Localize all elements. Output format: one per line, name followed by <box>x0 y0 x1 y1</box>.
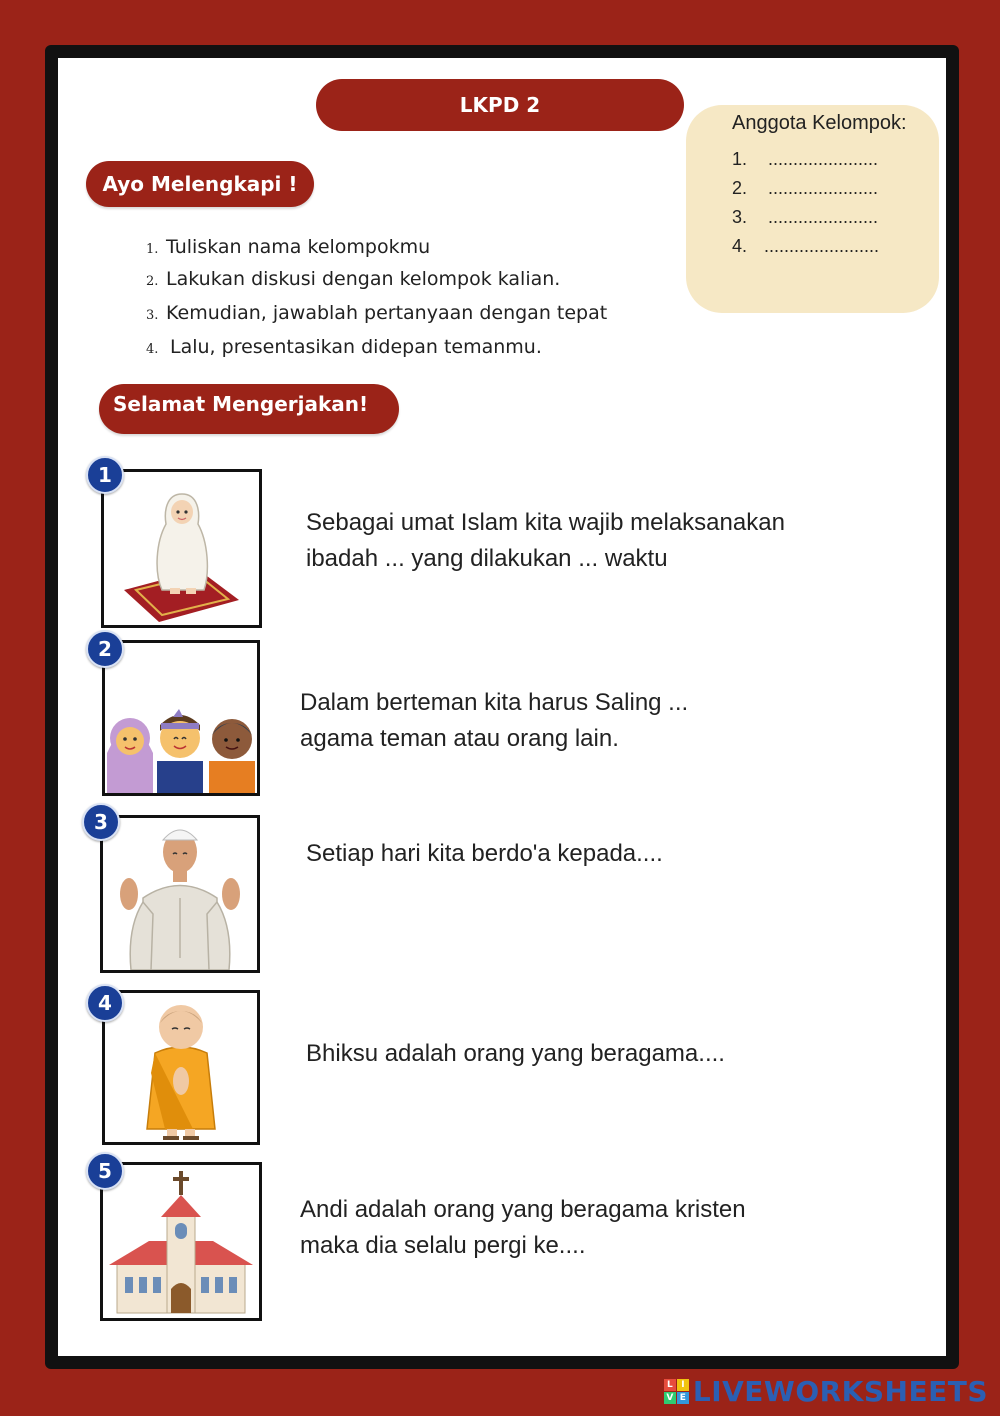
instruction-step: 3. Kemudian, jawablah pertanyaan dengan tepat <box>146 302 608 324</box>
members-heading: Anggota Kelompok: <box>732 112 907 134</box>
church-icon <box>103 1165 259 1318</box>
question-image-church <box>100 1162 262 1321</box>
praying-girl-icon <box>104 472 259 625</box>
question-image-friends <box>102 640 260 796</box>
question-image-prayer <box>101 469 262 628</box>
member-row[interactable]: 2. ...................... <box>732 178 879 198</box>
brand-name: LIVEWORKSHEETS <box>692 1374 988 1408</box>
page-title: LKPD 2 <box>316 79 684 131</box>
question-image-praying-man <box>100 815 260 973</box>
member-row[interactable]: 3. ...................... <box>732 207 879 227</box>
instruction-step: 4. Lalu, presentasikan didepan temanmu. <box>146 336 542 358</box>
group-members-box <box>686 105 939 313</box>
member-row[interactable]: 1. ...................... <box>732 149 879 169</box>
question-text[interactable]: Setiap hari kita berdo'a kepada.... <box>306 840 663 867</box>
question-text[interactable]: Sebagai umat Islam kita wajib melaksanakan ibadah ... yang dilakukan ... waktu <box>306 509 785 572</box>
question-text[interactable]: Andi adalah orang yang beragama kristen maka dia selalu pergi ke.... <box>300 1196 746 1259</box>
instructions-heading: Ayo Melengkapi ! <box>86 161 314 207</box>
question-number-badge: 2 <box>86 630 124 668</box>
question-number-badge: 4 <box>86 984 124 1022</box>
member-row[interactable]: 4. ....................... <box>732 236 880 256</box>
monk-icon <box>105 993 257 1142</box>
question-text[interactable]: Bhiksu adalah orang yang beragama.... <box>306 1040 725 1067</box>
question-number-badge: 1 <box>86 456 124 494</box>
three-children-icon <box>105 643 257 793</box>
question-text[interactable]: Dalam berteman kita harus Saling ... agama teman atau orang lain. <box>300 689 689 752</box>
greeting-banner: Selamat Mengerjakan! <box>99 384 399 434</box>
question-number-badge: 3 <box>82 803 120 841</box>
liveworksheets-logo-icon: L I V E <box>664 1379 689 1404</box>
question-image-monk <box>102 990 260 1145</box>
praying-man-icon <box>103 818 257 970</box>
question-number-badge: 5 <box>86 1152 124 1190</box>
liveworksheets-footer[interactable] <box>664 1374 988 1408</box>
instruction-step: 1. Tuliskan nama kelompokmu <box>146 236 431 258</box>
instruction-step: 2. Lakukan diskusi dengan kelompok kalian. <box>146 268 561 290</box>
